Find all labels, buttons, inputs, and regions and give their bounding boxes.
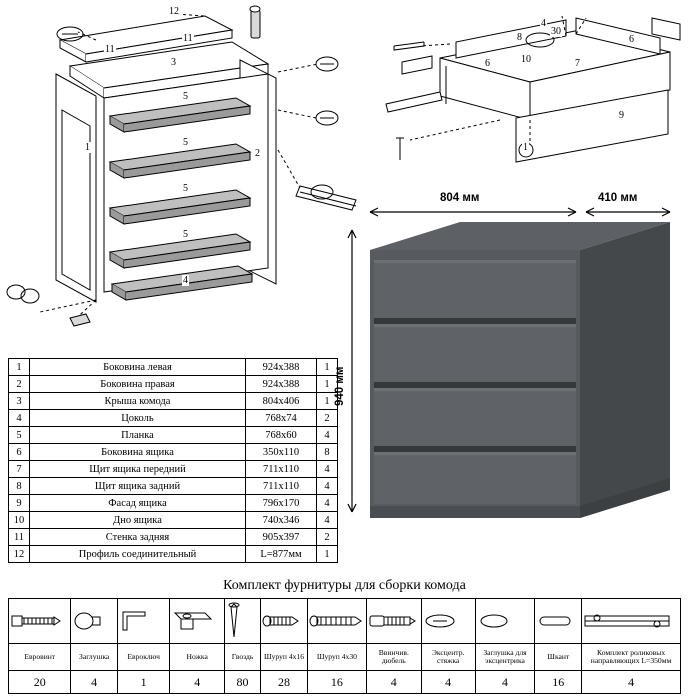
part-name: Фасад ящика (30, 495, 246, 512)
hardware-table (8, 598, 681, 694)
hardware-count: 1 (117, 671, 170, 694)
part-dimension: 796х170 (246, 495, 317, 512)
cap-icon (71, 599, 117, 644)
hardware-label: Шуруп 4х30 (307, 644, 366, 671)
parts-table (8, 358, 338, 563)
hardware-label: Комплект роликовых направляющих L=350мм (582, 644, 681, 671)
table-row (9, 546, 338, 563)
depth-dimension-label: 410 мм (598, 192, 638, 204)
part-number: 6 (9, 444, 30, 461)
part-dimension: 905х397 (246, 529, 317, 546)
hardware-title: Комплект фурнитуры для сборки комода (223, 578, 466, 593)
hardware-count: 4 (71, 671, 117, 694)
drawer-slide-icon (582, 599, 681, 644)
nail-icon (224, 599, 260, 644)
cam-cap-icon (475, 599, 535, 644)
callout-5d: 5 (183, 229, 188, 240)
callout-4r: 4 (541, 18, 546, 29)
part-dimension: 804х406 (246, 393, 317, 410)
callout-2: 2 (255, 148, 260, 159)
part-number: 5 (9, 427, 30, 444)
hardware-count: 4 (582, 671, 681, 694)
hardware-count: 4 (475, 671, 535, 694)
euro-key-icon (117, 599, 170, 644)
callout-6b: 6 (485, 58, 490, 69)
screw-4x16-icon (261, 599, 308, 644)
part-dimension: 768х74 (246, 410, 317, 427)
part-quantity: 8 (317, 444, 338, 461)
part-name: Цоколь (30, 410, 246, 427)
hardware-count: 80 (224, 671, 260, 694)
table-row (9, 461, 338, 478)
width-dimension-label: 804 мм (440, 192, 480, 204)
hardware-count: 4 (421, 671, 475, 694)
dowel-pin-icon (535, 599, 582, 644)
part-number: 9 (9, 495, 30, 512)
part-number: 12 (9, 546, 30, 563)
part-quantity: 4 (317, 461, 338, 478)
table-row (9, 359, 338, 376)
part-number: 4 (9, 410, 30, 427)
part-number: 10 (9, 512, 30, 529)
part-name: Дно ящика (30, 512, 246, 529)
table-row (9, 376, 338, 393)
callout-5a: 5 (183, 91, 188, 102)
part-name: Боковина левая (30, 359, 246, 376)
part-number: 2 (9, 376, 30, 393)
callout-1: 1 (85, 142, 90, 153)
chest-render (330, 190, 689, 550)
hardware-count: 16 (535, 671, 582, 694)
hardware-label: Евроключ (117, 644, 170, 671)
part-name: Профиль соединительный (30, 546, 246, 563)
callout-9: 9 (619, 110, 624, 121)
part-dimension: 350х110 (246, 444, 317, 461)
part-dimension: 711х110 (246, 478, 317, 495)
part-dimension: 768х60 (246, 427, 317, 444)
part-dimension: 711х110 (246, 461, 317, 478)
part-dimension: 740х346 (246, 512, 317, 529)
table-row (9, 427, 338, 444)
part-number: 11 (9, 529, 30, 546)
hardware-label: Заглушка для эксцентрика (475, 644, 535, 671)
euro-screw-icon (9, 599, 71, 644)
hardware-label: Евровинт (9, 644, 71, 671)
part-name: Щит ящика задний (30, 478, 246, 495)
callout-5c: 5 (183, 183, 188, 194)
callout-30: 30 (551, 26, 561, 37)
callout-10: 10 (521, 54, 531, 65)
part-name: Стенка задняя (30, 529, 246, 546)
part-dimension: L=877мм (246, 546, 317, 563)
hardware-label: Заглушка (71, 644, 117, 671)
part-name: Планка (30, 427, 246, 444)
part-number: 1 (9, 359, 30, 376)
hardware-label: Шуруп 4х16 (261, 644, 308, 671)
table-row (9, 478, 338, 495)
callout-12: 12 (169, 6, 179, 17)
part-quantity: 4 (317, 512, 338, 529)
hardware-count: 4 (170, 671, 224, 694)
table-row (9, 495, 338, 512)
screw-4x30-icon (307, 599, 366, 644)
height-dimension-label: 940 мм (334, 366, 346, 406)
part-dimension: 924х388 (246, 359, 317, 376)
part-quantity: 2 (317, 410, 338, 427)
part-quantity: 1 (317, 359, 338, 376)
callout-6a: 6 (629, 34, 634, 45)
table-row (9, 529, 338, 546)
hardware-label: Гвоздь (224, 644, 260, 671)
part-quantity: 4 (317, 427, 338, 444)
part-name: Боковина ящика (30, 444, 246, 461)
callout-11a: 11 (105, 44, 115, 55)
hardware-count: 28 (261, 671, 308, 694)
callout-3: 3 (171, 57, 176, 68)
table-row (9, 393, 338, 410)
exploded-assembly-diagram (0, 0, 360, 350)
part-quantity: 1 (317, 546, 338, 563)
cam-lock-icon (421, 599, 475, 644)
hardware-count: 4 (366, 671, 421, 694)
callout-11b: 11 (183, 33, 193, 44)
drawer-detail-diagram (380, 0, 689, 180)
part-quantity: 1 (317, 376, 338, 393)
part-dimension: 924х388 (246, 376, 317, 393)
hardware-label: Эксцентр. стяжка (421, 644, 475, 671)
part-quantity: 4 (317, 478, 338, 495)
callout-5b: 5 (183, 137, 188, 148)
part-name: Крыша комода (30, 393, 246, 410)
callout-7: 7 (575, 58, 580, 69)
callout-4: 4 (183, 275, 188, 286)
hardware-count: 20 (9, 671, 71, 694)
part-name: Щит ящика передний (30, 461, 246, 478)
hardware-label: Шкант (535, 644, 582, 671)
part-quantity: 1 (317, 393, 338, 410)
part-number: 8 (9, 478, 30, 495)
table-row (9, 512, 338, 529)
table-row (9, 410, 338, 427)
hardware-label: Ножка (170, 644, 224, 671)
callout-1r: 1 (523, 142, 528, 153)
part-quantity: 4 (317, 495, 338, 512)
leg-icon (170, 599, 224, 644)
dowel-icon (366, 599, 421, 644)
hardware-count: 16 (307, 671, 366, 694)
hardware-label: Ввинчив. дюбель (366, 644, 421, 671)
part-quantity: 2 (317, 529, 338, 546)
callout-8: 8 (517, 32, 522, 43)
part-number: 3 (9, 393, 30, 410)
part-name: Боковина правая (30, 376, 246, 393)
part-number: 7 (9, 461, 30, 478)
table-row (9, 444, 338, 461)
